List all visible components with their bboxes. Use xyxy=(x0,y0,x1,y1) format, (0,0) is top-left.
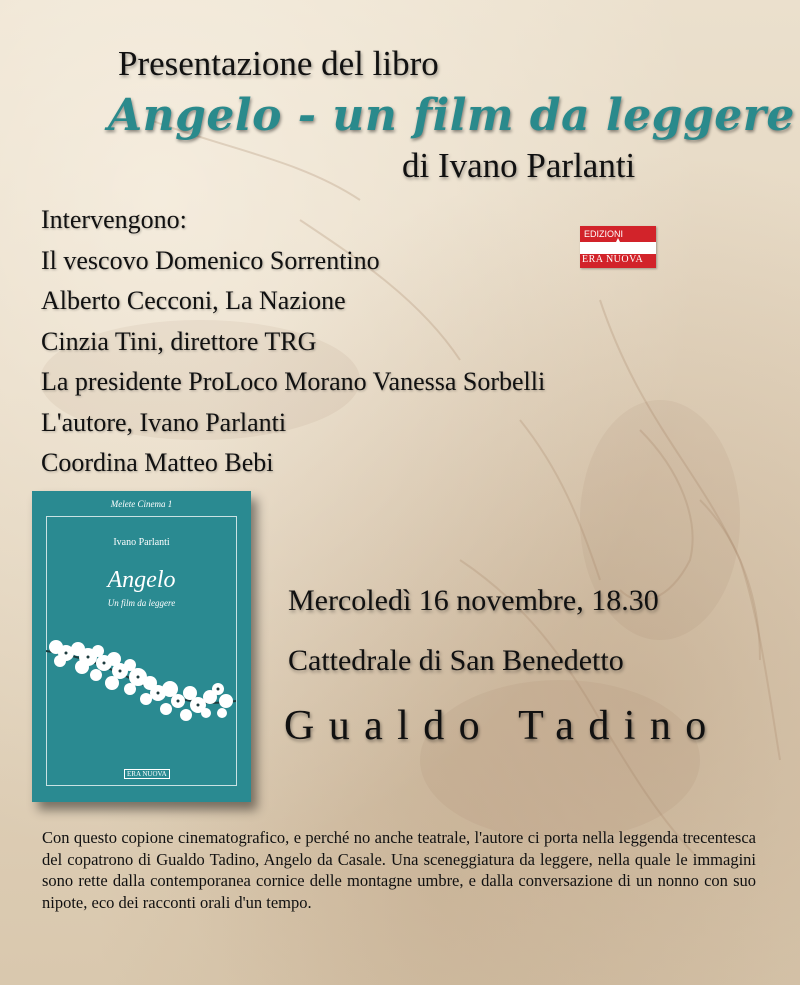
book-series: Melete Cinema 1 xyxy=(110,499,173,509)
speaker-item: L'autore, Ivano Parlanti xyxy=(41,407,287,437)
speaker-item: La presidente ProLoco Morano Vanessa Sorbelli xyxy=(41,367,546,396)
book-author: di Ivano Parlanti xyxy=(402,146,636,185)
event-date: Mercoledì 16 novembre, 18.30 xyxy=(288,584,659,617)
speaker-item: Cinzia Tini, direttore TRG xyxy=(41,326,317,356)
speaker-item: Il vescovo Domenico Sorrentino xyxy=(41,245,380,275)
book-cover xyxy=(32,491,251,802)
logo-name: ERA NUOVA xyxy=(582,254,644,265)
book-description: Con questo copione cinematografico, e perché no anche teatrale, l'autore ci porta nella leggenda trecentesca del copatrono di Gualdo Tadino, Angelo da Casale. Una sceneggiatura da leggere, nella quale le immagini sono rette dalla contemporanea cornice delle montagne umbre, e dalla conversazione di un nonno con suo nipote, eco dei racconti orali d'un tempo. xyxy=(42,828,756,912)
book-cover-subtitle: Un film da leggere xyxy=(107,598,176,608)
book-cover-author: Ivano Parlanti xyxy=(113,537,170,548)
speakers-heading: Intervengono: xyxy=(41,205,187,234)
book-cover-title: Angelo xyxy=(107,567,176,593)
event-title: Presentazione del libro xyxy=(118,44,439,83)
event-venue: Cattedrale di San Benedetto xyxy=(288,644,624,677)
publisher-logo xyxy=(580,226,656,268)
speakers-list xyxy=(41,200,545,484)
book-title: Angelo - un film da leggere xyxy=(108,90,795,141)
speaker-item: Alberto Cecconi, La Nazione xyxy=(41,286,346,315)
speaker-item: Coordina Matteo Bebi xyxy=(41,448,274,477)
logo-top-text: EDIZIONI xyxy=(584,229,624,239)
logo-triangle-icon xyxy=(610,238,626,254)
blossom-branch-icon xyxy=(46,631,236,741)
event-city: Gualdo Tadino xyxy=(284,703,721,749)
book-publisher-logo: ERA NUOVA xyxy=(124,769,170,779)
